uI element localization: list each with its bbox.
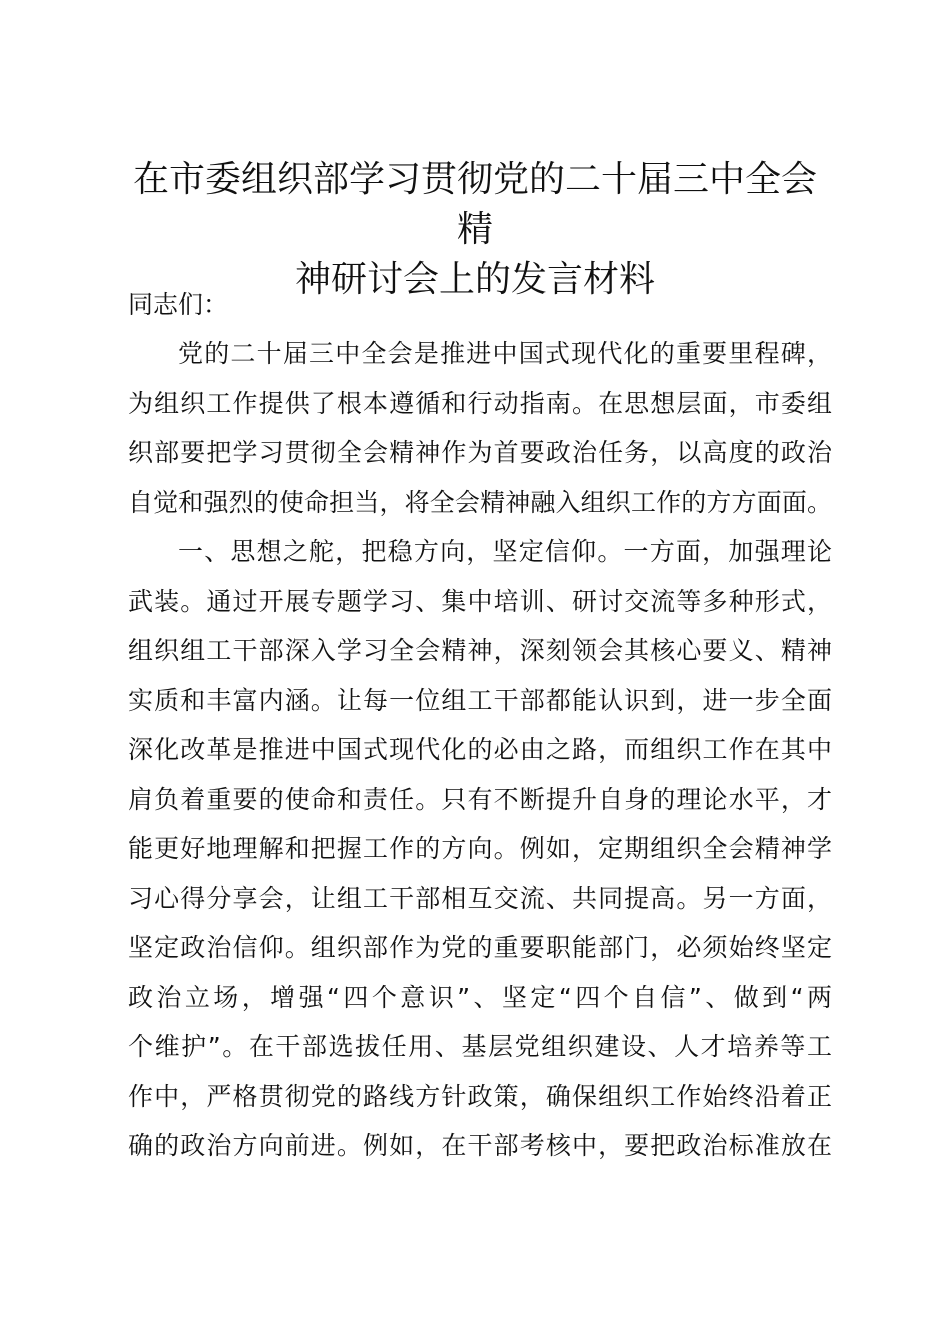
paragraph-line: 能更好地理解和把握工作的方向。例如，定期组织全会精神学: [128, 834, 832, 863]
paragraph-line: 坚定政治信仰。组织部作为党的重要职能部门，必须始终坚定: [128, 933, 832, 962]
paragraph-line: 一、思想之舵，把稳方向，坚定信仰。一方面，加强理论: [178, 537, 832, 566]
salutation: 同志们：: [128, 290, 229, 319]
paragraph-line: 深化改革是推进中国式现代化的必由之路，而组织工作在其中: [128, 735, 832, 764]
paragraph-line: 织部要把学习贯彻全会精神作为首要政治任务，以高度的政治: [128, 438, 832, 467]
paragraph-line: 肩负着重要的使命和责任。只有不断提升自身的理论水平，才: [128, 784, 832, 814]
paragraph-line: 党的二十届三中全会是推进中国式现代化的重要里程碑，: [178, 339, 832, 368]
paragraph-section-one: [128, 527, 832, 1171]
title-line-1: 在市委组织部学习贯彻党的二十届三中全会精: [132, 159, 817, 250]
paragraph-line: 个维护”。在干部选拔任用、基层党组织建设、人才培养等工: [128, 1032, 832, 1061]
paragraph-line: 政治立场，增强“四个意识”、坚定“四个自信”、做到“两: [128, 982, 832, 1012]
paragraph-line: 习心得分享会，让组工干部相互交流、共同提高。另一方面，: [128, 883, 832, 913]
paragraph-line: 自觉和强烈的使命担当，将全会精神融入组织工作的方方面面。: [128, 487, 832, 517]
paragraph-line: 为组织工作提供了根本遵循和行动指南。在思想层面，市委组: [128, 388, 832, 418]
paragraph-line: 确的政治方向前进。例如，在干部考核中，要把政治标准放在: [128, 1131, 832, 1160]
paragraph-intro: [128, 329, 832, 527]
paragraph-line: 实质和丰富内涵。让每一位组工干部都能认识到，进一步全面: [128, 685, 832, 715]
paragraph-line: 组织组工干部深入学习全会精神，深刻领会其核心要义、精神: [128, 636, 832, 665]
paragraph-line: 武装。通过开展专题学习、集中培训、研讨交流等多种形式，: [128, 586, 832, 616]
title-line-2: 神研讨会上的发言材料: [294, 259, 655, 300]
document-body: [128, 280, 832, 1171]
paragraph-line: 作中，严格贯彻党的路线方针政策，确保组织工作始终沿着正: [128, 1081, 832, 1111]
